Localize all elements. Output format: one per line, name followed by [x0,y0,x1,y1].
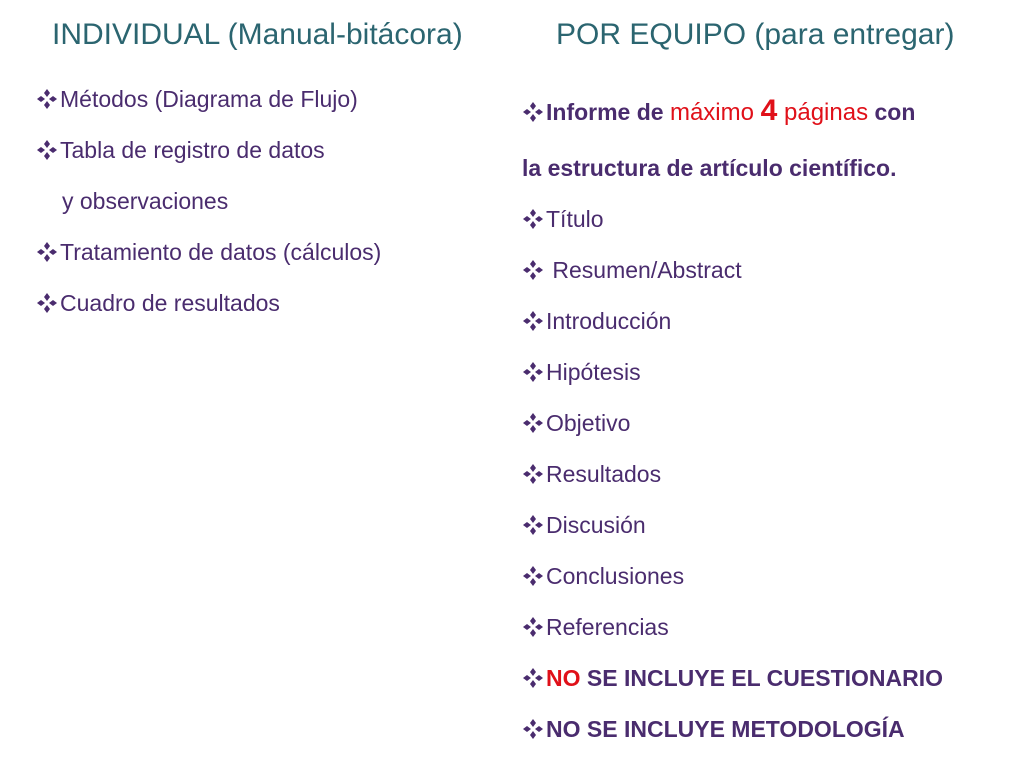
list-item-label: Cuadro de resultados [60,290,280,316]
list-item [522,308,671,335]
report-pages: páginas [777,99,869,126]
list-item [522,563,684,590]
list-item [36,290,280,317]
diamond-bullet-icon [36,292,58,314]
list-item [522,410,630,437]
list-item-label: y observaciones [62,188,229,214]
no-questionnaire-no: NO [546,665,581,691]
report-item [522,94,915,128]
list-item [36,239,381,266]
list-item-continuation [62,188,228,215]
list-item-label: Discusión [546,512,646,538]
list-item [522,512,646,539]
report-max: máximo [669,99,761,126]
diamond-bullet-icon [522,412,544,434]
list-item-label: Métodos (Diagrama de Flujo) [60,86,358,112]
list-item [522,359,641,386]
list-item [522,206,604,233]
diamond-bullet-icon [522,208,544,230]
team-heading: POR EQUIPO (para entregar) [556,18,955,51]
list-item-label: Resultados [546,461,662,487]
no-questionnaire-rest: SE INCLUYE EL CUESTIONARIO [580,665,944,691]
list-item [36,86,358,113]
no-questionnaire-item [522,665,943,692]
list-item-label: Objetivo [546,410,631,436]
diamond-bullet-icon [36,139,58,161]
diamond-bullet-icon [522,259,544,281]
list-item-label: Tratamiento de datos (cálculos) [60,239,382,265]
list-item [522,461,661,488]
diamond-bullet-icon [36,241,58,263]
list-item-label: Título [546,206,604,232]
diamond-bullet-icon [522,310,544,332]
list-item-label: Tabla de registro de datos [60,137,325,163]
report-item-continuation [522,155,897,182]
list-item-label: Resumen/Abstract [546,257,742,283]
diamond-bullet-icon [522,718,544,740]
diamond-bullet-icon [522,463,544,485]
list-item-label: Referencias [546,614,669,640]
diamond-bullet-icon [522,514,544,536]
individual-heading: INDIVIDUAL (Manual-bitácora) [52,18,463,51]
diamond-bullet-icon [522,361,544,383]
diamond-bullet-icon [36,88,58,110]
list-item [36,137,325,164]
report-line2: la estructura de artículo científico. [522,155,897,181]
report-number: 4 [760,94,778,127]
no-methodology-label: NO SE INCLUYE METODOLOGÍA [546,716,905,742]
diamond-bullet-icon [522,667,544,689]
report-suffix: con [868,99,916,125]
list-item-label: Introducción [546,308,672,334]
list-item [522,257,742,284]
list-item-label: Hipótesis [546,359,641,385]
no-methodology-item [522,716,905,743]
diamond-bullet-icon [522,101,544,123]
list-item [522,614,669,641]
report-prefix: Informe de [546,99,670,125]
diamond-bullet-icon [522,565,544,587]
diamond-bullet-icon [522,616,544,638]
list-item-label: Conclusiones [546,563,685,589]
